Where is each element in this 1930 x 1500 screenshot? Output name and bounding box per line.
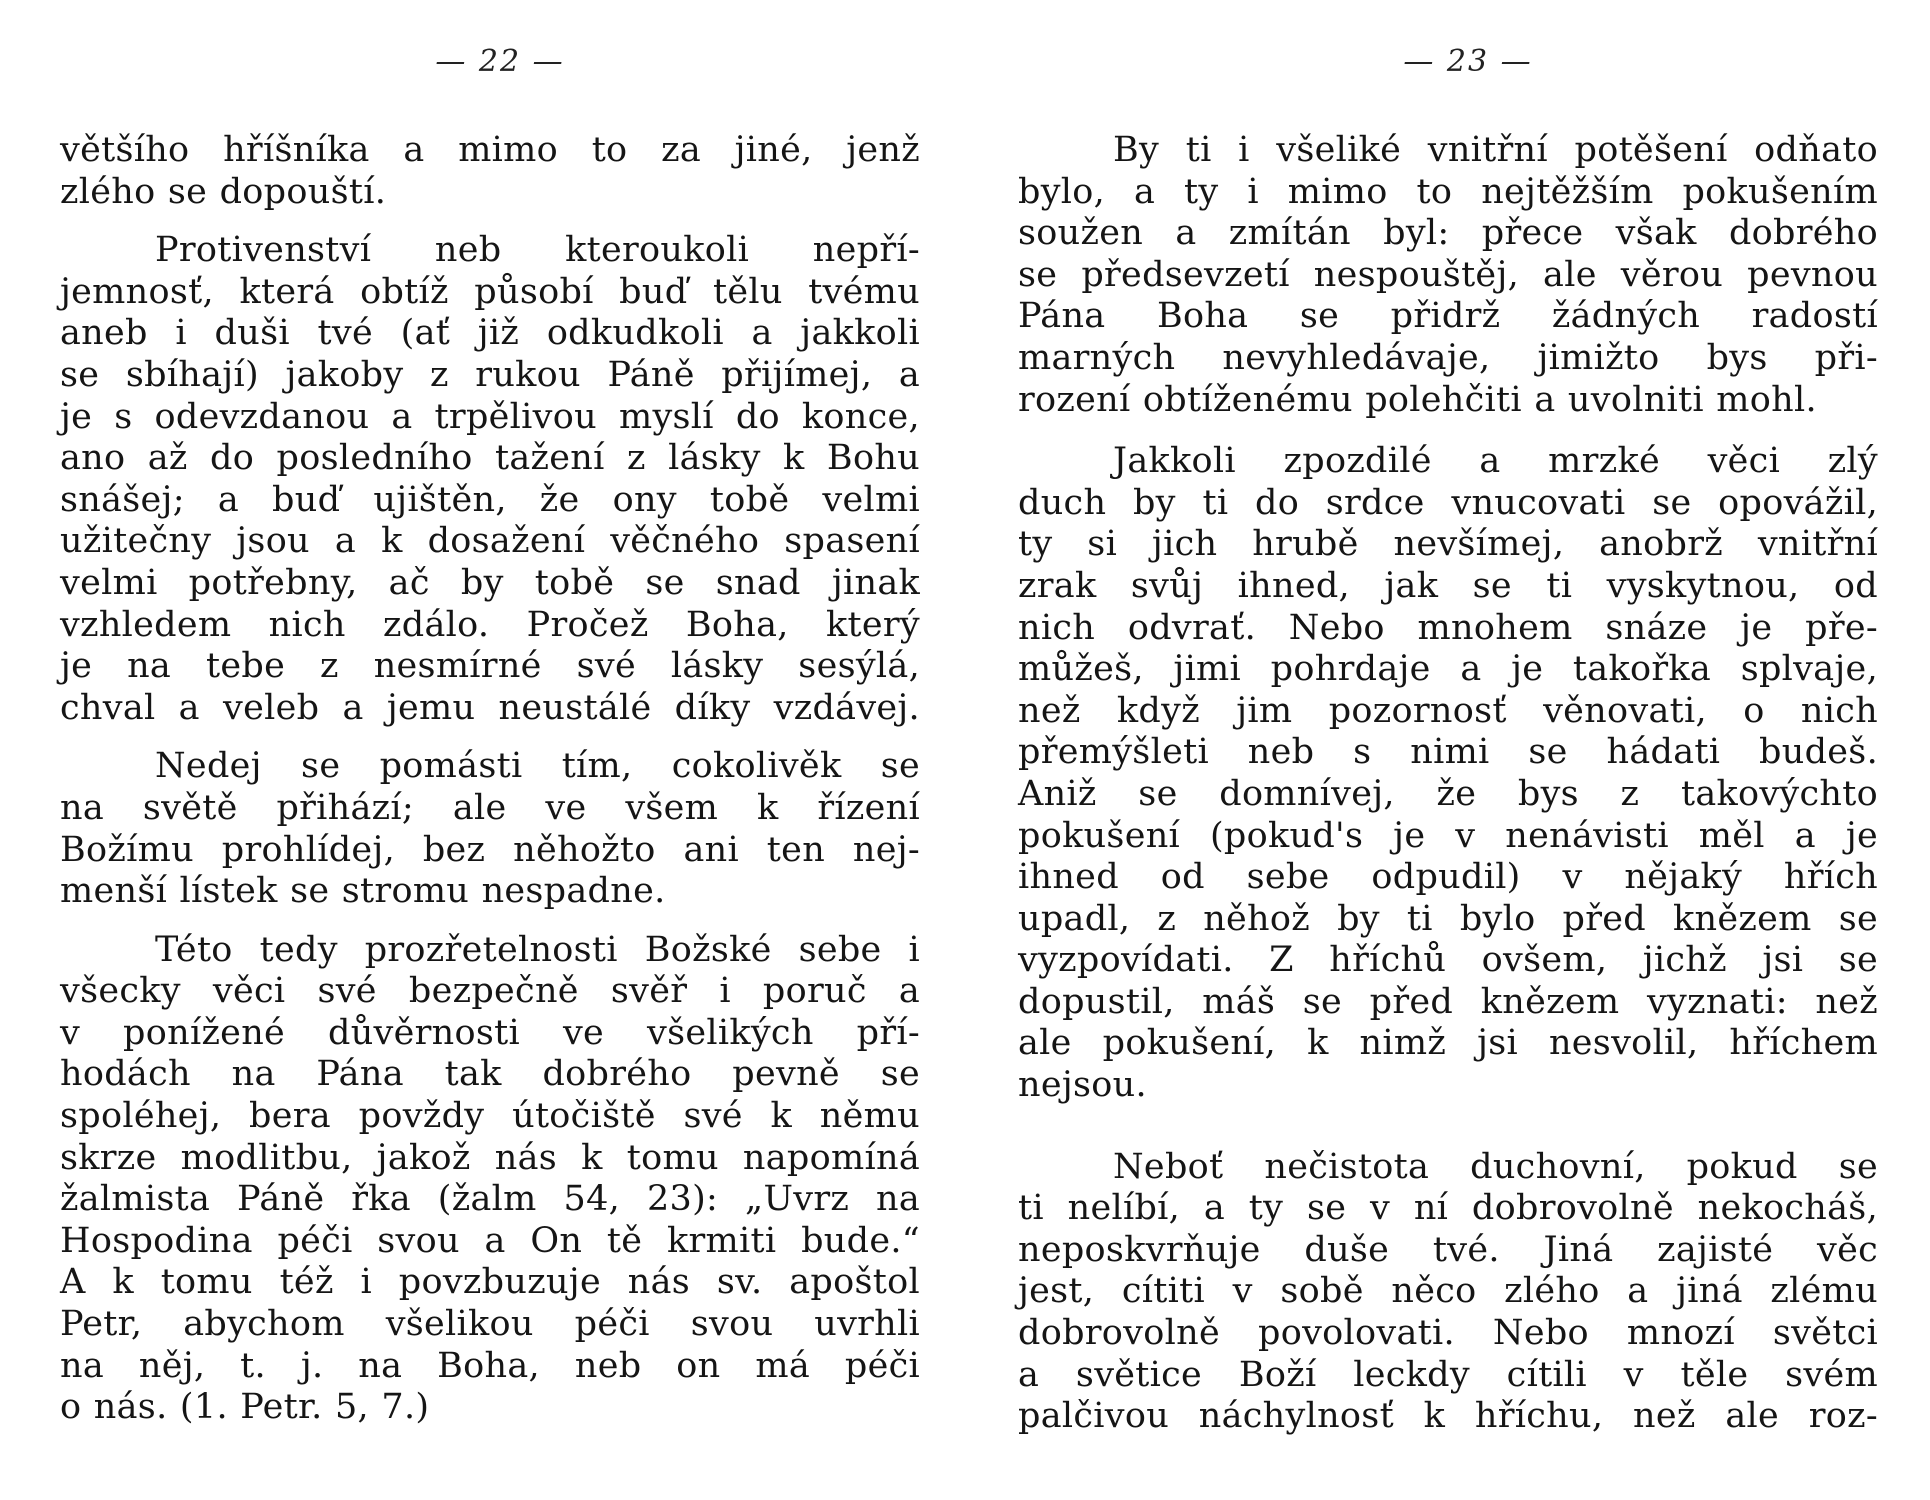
text-line: ale pokušení, k nimž jsi nesvolil, hříchem — [1018, 1023, 1878, 1064]
text-line: vzhledem nich zdálo. Pročež Boha, který — [60, 604, 920, 645]
text-line: ihned od sebe odpudil) v nějaký hřích — [1018, 857, 1878, 898]
text-line: je na tebe z nesmírné své lásky sesýlá, — [60, 646, 920, 687]
text-line: přemýšleti neb s nimi se hádati budeš. — [1018, 732, 1878, 773]
text-line: Protivenství neb kteroukoli nepří- — [155, 230, 920, 271]
text-line: bylo, a ty i mimo to nejtěžším pokušením — [1018, 171, 1878, 212]
text-line: Petr, abychom všelikou péči svou uvrhli — [60, 1304, 920, 1345]
text-line: na něj, t. j. na Boha, neb on má péči — [60, 1345, 920, 1386]
text-line: By ti i všeliké vnitřní potěšení odňato — [1113, 130, 1878, 170]
text-line: všecky věci své bezpečně svěř i poruč a — [60, 971, 920, 1012]
text-line: A k tomu též i povzbuzuje nás sv. apoštol — [60, 1262, 920, 1303]
text-line: Jakkoli zpozdilé a mrzké věci zlý — [1113, 441, 1878, 482]
text-line: chval a veleb a jemu neustálé díky vzdávej. — [60, 687, 920, 728]
page-number-left: — 22 — — [435, 44, 565, 79]
paragraph — [1018, 130, 1878, 421]
text-line: ti nelíbí, a ty se v ní dobrovolně nekocháš, — [1018, 1188, 1878, 1229]
text-line: na světě přihází; ale ve všem k řízení — [60, 787, 920, 828]
text-line: Pána Boha se přidrž žádných radostí — [1018, 296, 1878, 337]
text-line: snášej; a buď ujištěn, že ony tobě velmi — [60, 479, 920, 520]
left-page-text — [60, 130, 920, 1429]
text-line: vyzpovídati. Z hříchů ovšem, jichž jsi se — [1018, 940, 1878, 981]
text-line: ty si jich hrubě nevšímej, anobrž vnitřní — [1018, 524, 1878, 565]
text-line: se předsevzetí nespouštěj, ale věrou pevnou — [1018, 254, 1878, 295]
text-line: zrak svůj ihned, jak se ti vyskytnou, od — [1018, 565, 1878, 606]
text-line: rození obtíženému polehčiti a uvolniti mohl. — [1018, 379, 1817, 420]
text-line: než když jim pozornosť věnovati, o nich — [1018, 690, 1878, 731]
text-line: užitečny jsou a k dosažení věčného spasení — [60, 521, 920, 562]
text-line: se sbíhají) jakoby z rukou Páně přijímej, a — [60, 354, 920, 395]
left-page — [60, 0, 920, 1500]
page-number-right: — 23 — — [1403, 44, 1533, 79]
text-line: velmi potřebny, ač by tobě se snad jinak — [60, 562, 920, 603]
text-line: dobrovolně povolovati. Nebo mnozí světci — [1018, 1313, 1878, 1354]
text-line: neposkvrňuje duše tvé. Jiná zajisté věc — [1018, 1229, 1878, 1270]
paragraph — [60, 130, 920, 213]
text-line: zlého se dopouští. — [60, 171, 387, 212]
text-line: skrze modlitbu, jakož nás k tomu napomíná — [60, 1137, 920, 1178]
text-line: jest, cítiti v sobě něco zlého a jiná zlému — [1018, 1271, 1878, 1312]
text-line: upadl, z něhož by ti bylo před knězem se — [1018, 898, 1878, 939]
text-line: nejsou. — [1018, 1065, 1147, 1106]
text-line: dopustil, máš se před knězem vyznati: než — [1018, 981, 1878, 1022]
text-line: Nedej se pomásti tím, cokolivěk se — [155, 746, 920, 787]
text-line: jemnosť, která obtíž působí buď tělu tvému — [60, 271, 920, 312]
text-line: ano až do posledního tažení z lásky k Bohu — [60, 438, 920, 479]
text-line: Hospodina péči svou a On tě krmiti bude.“ — [60, 1220, 920, 1261]
text-line: většího hříšníka a mimo to za jiné, jenž — [60, 130, 920, 170]
text-line: Této tedy prozřetelnosti Božské sebe i — [155, 929, 920, 970]
paragraph — [60, 746, 920, 912]
text-line: můžeš, jimi pohrdaje a je takořka splvaje, — [1018, 649, 1878, 690]
text-line: o nás. (1. Petr. 5, 7.) — [60, 1387, 430, 1428]
text-line: spoléhej, bera povždy útočiště své k němu — [60, 1096, 920, 1137]
text-line: je s odevzdanou a trpělivou myslí do konce, — [60, 396, 920, 437]
right-page — [1018, 0, 1878, 1500]
paragraph — [60, 930, 920, 1429]
text-line: soužen a zmítán byl: přece však dobrého — [1018, 213, 1878, 254]
text-line: Neboť nečistota duchovní, pokud se — [1113, 1146, 1878, 1187]
text-line: hodách na Pána tak dobrého pevně se — [60, 1054, 920, 1095]
text-line: v ponížené důvěrnosti ve všelikých pří- — [60, 1012, 920, 1053]
text-line: nich odvrať. Nebo mnohem snáze je pře- — [1018, 607, 1878, 648]
text-line: žalmista Páně řka (žalm 54, 23): „Uvrz na — [60, 1179, 920, 1220]
text-line: duch by ti do srdce vnucovati se opovážil, — [1018, 482, 1878, 523]
text-line: Aniž se domnívej, že bys z takovýchto — [1018, 773, 1878, 814]
text-line: Božímu prohlídej, bez něhožto ani ten nej- — [60, 829, 920, 870]
right-page-text — [1018, 130, 1878, 1438]
text-line: pokušení (pokud's je v nenávisti měl a je — [1018, 815, 1878, 856]
text-line: palčivou náchylnosť k hříchu, než ale roz- — [1018, 1396, 1878, 1437]
text-line: marných nevyhledávaje, jimižto bys při- — [1018, 337, 1878, 378]
paragraph — [1018, 441, 1878, 1107]
paragraph — [60, 230, 920, 729]
paragraph — [1018, 1147, 1878, 1438]
text-line: a světice Boží leckdy cítili v těle svém — [1018, 1354, 1878, 1395]
text-line: aneb i duši tvé (ať již odkudkoli a jakkoli — [60, 313, 920, 354]
text-line: menší lístek se stromu nespadne. — [60, 871, 666, 912]
